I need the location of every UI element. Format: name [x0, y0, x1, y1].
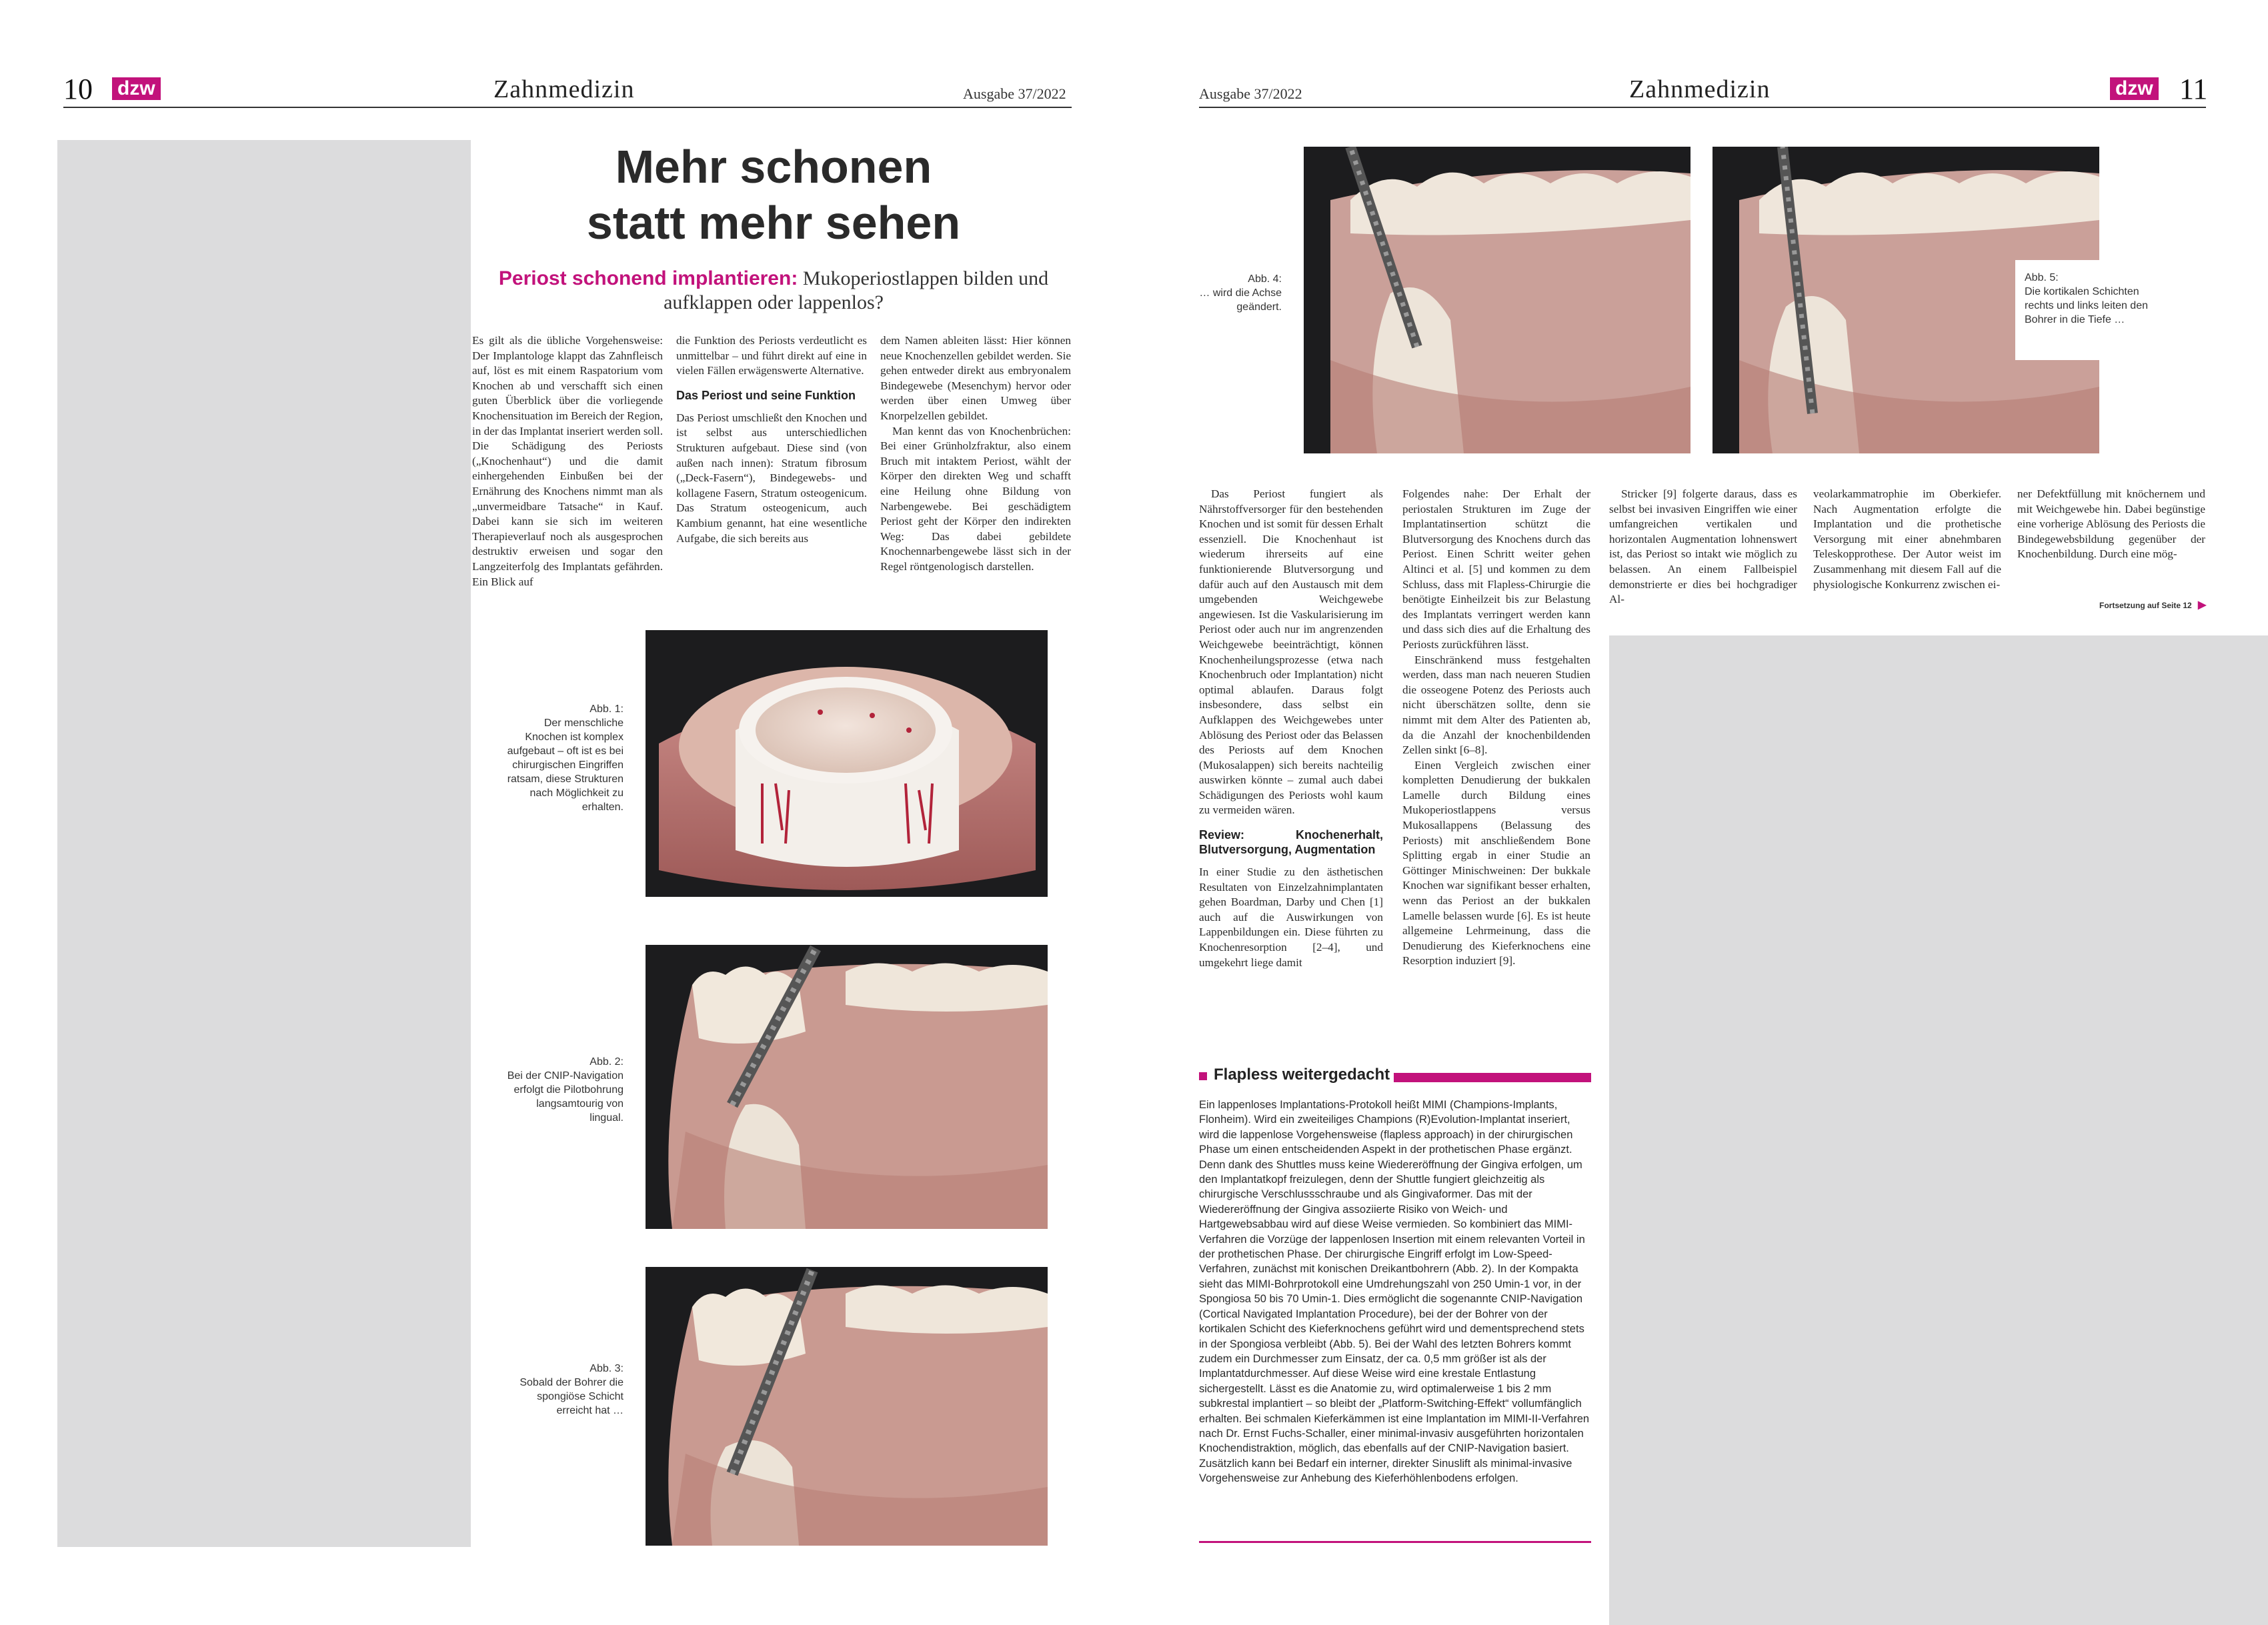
body-paragraph: Das Periost fungiert als Nährstoffversorger für den bestehenden Knochen und ist somit für dessen Erhalt essenziell. Die Knochenhaut ist wiederum ihrerseits auf eine funktionierende Blutversorgung und dafür auch auf den Austausch mit dem umgebenden Weichgewebe angewiesen. Ist die Vaskularisierung im Periost oder auch nur im angrenzenden Weichgewebe beeinträchtigt, können Knochenheilungsprozesse (etwa nach Knochenbruch oder Implantation) nicht optimal ablaufen. Daraus folgt insbesondere, dass selbst ein Aufklappen des Weichgewebes unter Ablösung des Periost oder das Belassen des Periosts auf dem Knochen (Mukosalappen) sich bereits nachteilig auswirken könnte – zumal auch dabei Schädigungen des Periosts wohl kaum zu vermeiden wären.	[1199, 487, 1383, 817]
continued-text: Fortsetzung auf Seite 12	[2099, 601, 2192, 610]
infobox-title: Flapless weitergedacht	[1214, 1066, 1390, 1084]
body-paragraph: Einen Vergleich zwischen einer kompletten Denudierung der bukkalen Lamelle durch Bildung eines Mukoperiostlappens versus Mukosallappens (Belassung des Periosts) mit anschließendem Bone Splitting ergab in einer Studie an Göttinger Minischweinen: Der bukkale Knochen war signifikant besser erhalten, wenn das Periost an der bukkalen Lamelle belassen wurde [6]. Es ist heute allgemeine Lehrmeinung, dass die Denudierung des Kieferknochens eine Resorption induziert [9].	[1402, 758, 1590, 968]
jaw-illustration-2	[646, 945, 1048, 1229]
body-column-r4	[1813, 487, 2001, 592]
header-rule-left	[63, 107, 1072, 108]
caption-label: Abb. 3:	[590, 1363, 624, 1374]
dzw-logo-left: dzw	[112, 77, 161, 100]
body-paragraph: ner Defektfüllung mit knöchernem und mit Weichgewebe hin. Dabei begünstige eine vorherige Ablösung des Periosts die Bindegewebsbildung gegenüber der Knochenbildung. Durch eine mög-	[2017, 487, 2205, 561]
body-column-r3	[1609, 487, 1797, 607]
section-title-left: Zahnmedizin	[493, 75, 635, 103]
caption-abb-1	[507, 702, 624, 814]
caption-label: Abb. 1:	[590, 703, 624, 715]
section-title-right: Zahnmedizin	[1629, 75, 1771, 103]
ad-placeholder-left	[57, 140, 471, 1547]
triangle-right-icon: ▶	[2198, 599, 2207, 611]
subheadline-highlight: Periost schonend implantieren:	[498, 267, 798, 289]
section-heading: Review: Knochenerhalt, Blutversorgung, Augmentation	[1199, 828, 1383, 857]
section-heading: Das Periost und seine Funktion	[676, 388, 856, 402]
caption-label: Abb. 5:	[2025, 272, 2059, 283]
body-paragraph: die Funktion des Periosts verdeutlicht es unmittelbar – und führt direkt auf eine in vielen Fällen erwägenswerte Alternative.	[676, 334, 867, 377]
headline-line-1: Mehr schonen	[615, 141, 932, 193]
caption-text: Sobald der Bohrer die spongiöse Schicht erreicht hat …	[519, 1377, 624, 1416]
caption-abb-4	[1160, 272, 1282, 314]
body-paragraph: veolarkammatrophie im Oberkiefer. Nach Augmentation erfolgte die Implantation und die prothetische Versorgung mit einer abnehmbaren Teleskopprothese. Der Autor weist im Zusammenhang mit diesem Fall auf die physiologische Konkurrenz zwischen ei-	[1813, 487, 2001, 591]
body-column-2	[676, 333, 867, 546]
body-paragraph: dem Namen ableiten lässt: Hier können neue Knochenzellen gebildet werden. Sie gehen entweder direkt aus embryonalem Bindegewebe (Mesenchym) hervor oder werden über einen Umweg über Knorpelzellen gebildet.	[880, 334, 1071, 422]
headline-line-2: statt mehr sehen	[586, 197, 961, 249]
article-subheadline	[480, 267, 1067, 315]
body-paragraph: Das Periost umschließt den Knochen und ist selbst aus unterschiedlichen Strukturen aufgebaut. Diese sind (von außen nach innen): Stratum fibrosum („Deck-Fasern“), Bindegewebs- und kollagene Fasern, Stratum osteogenicum. Das Stratum osteogenicum, auch Kambium genannt, hat eine wesentliche Aufgabe, die sich bereits aus	[676, 411, 867, 545]
body-column-1	[472, 333, 663, 589]
continued-note[interactable]	[2099, 598, 2206, 611]
subheadline-line-2: aufklappen oder lappenlos?	[664, 291, 884, 313]
body-column-r5	[2017, 487, 2205, 562]
caption-abb-3	[507, 1362, 624, 1418]
figure-spongiosa	[646, 1267, 1048, 1546]
figure-pilot-drilling	[646, 945, 1048, 1229]
infobox-square-icon	[1199, 1072, 1207, 1080]
issue-left: Ausgabe 37/2022	[963, 85, 1066, 102]
caption-text: Bei der CNIP-Navigation erfolgt die Pilotbohrung langsamtourig von lingual.	[507, 1070, 624, 1124]
body-paragraph: In einer Studie zu den ästhetischen Resultaten von Einzelzahnimplantaten gehen Boardman, Darby und Chen [1] auch auf die Auswirkungen von Lappenbildungen ein. Diese führten zu Knochenresorption [2–4], und umgekehrt liege damit	[1199, 866, 1383, 969]
body-paragraph: Folgendes nahe: Der Erhalt der periostalen Strukturen im Zuge der Implantatinsertion schützt die Blutversorgung des Knochens durch das Periost. Einen Schritt weiter gehen Altinci et al. [5] und kommen zu dem Schluss, dass mit Flapless-Chirurgie die benötigte Einheilzeit bis zur Belastung des Implantats verringert werden kann und dass sich dies auf die Erhaltung des Periosts zurückführen lässt.	[1402, 487, 1590, 651]
body-paragraph: Es gilt als die übliche Vorgehensweise: Der Implantologe klappt das Zahnfleisch auf, löst es mit einem Raspatorium vom Knochen ab und verschafft sich einen guten Überblick über die vorliegende Knochensituation im Bereich der Region, in der das Implantat inseriert werden soll. Die Schädigung des Periosts („Knochenhaut“) und die damit einhergehenden Einbußen bei der Ernährung des Knochens nimmt man als „unvermeidbare Tatsache“ in Kauf. Dabei kann sie sich im weiteren Therapieverlauf noch als ausgesprochen destruktiv erweisen und sogar den Langzeiterfolg des Implantats gefährden. Ein Blick auf	[472, 334, 663, 588]
body-column-3	[880, 333, 1071, 575]
body-paragraph: Einschränkend muss festgehalten werden, dass man nach neueren Studien die osseogene Potenz des Periosts auch nicht überschätzen sollte, denn sie nimmt mit dem Alter des Patienten ab, da die Anzahl der knochenbildenden Zellen sinkt [6–8].	[1402, 653, 1590, 757]
figure-axis-change	[1304, 147, 1690, 453]
infobox-text: Ein lappenloses Implantations-Protokoll heißt MIMI (Champions-Implants, Flonheim). Wird ein zweiteiliges Champions (R)Evolution-Implantat inseriert, wird die lappenlose Vorgehensweise (flapless approach) in der chirurgischen Phase um einen entscheidenden Aspekt in der prothetischen Phase ergänzt. Denn dank des Shuttles muss keine Wiedereröffnung der Gingiva erfolgen, um den Implantatkopf freizulegen, denn der Shuttle fungiert gleichzeitig als chirurgische Verschlussschraube und als Gingivaformer. Das mit der Wiedereröffnung der Gingiva assoziierte Risiko von Weich- und Hartgewebsabbau wird auf diese Weise vermieden. So kombiniert das MIMI-Verfahren die Vorzüge der lappenlosen Insertion mit einem relevanten Vorteil in der prothetischen Phase. Der chirurgische Eingriff erfolgt im Low-Speed-Verfahren, zunächst mit konischen Dreikantbohrern (Abb. 2). In der Kompakta sieht das MIMI-Bohrprotokoll eine Umdrehungszahl von 250 Umin-1 vor, in der Spongiosa 50 bis 70 Umin-1. Dies ermöglicht die sogenannte CNIP-Navigation (Cortical Navigated Implantation Procedure), bei der der Bohrer von der kortikalen Schicht des Kieferknochens geführt wird und dementsprechend stets in der Spongiosa verbleibt (Abb. 5). Bei der Wahl des letzten Bohrers kommt zudem ein Durchmesser zum Einsatz, der ca. 0,5 mm größer ist als der Implantatdurchmesser. Auf diese Weise wird eine krestale Entlastung sichergestellt. Lässt es die Anatomie zu, wird optimalerweise 1 bis 2 mm subkrestal implantiert – so bleibt der „Platform-Switching-Effekt“ vollumfänglich erhalten. Bei schmalen Kieferkämmen ist eine Implantation im MIMI-II-Verfahren nach Dr. Ernst Fuchs-Schaller, einer minimal-invasiv ausgeführten horizontalen Knochendistraktion, möglich, das ebenfalls auf der CNIP-Navigation basiert. Zusätzlich kann bei Bedarf ein interner, direkter Sinuslift als minimal-invasive Vorgehensweise zur Anhebung des Kieferhöhlenbodens erfolgen.	[1199, 1099, 1590, 1485]
caption-label: Abb. 2:	[590, 1056, 624, 1068]
infobox-body	[1199, 1098, 1591, 1486]
caption-text: Der menschliche Knochen ist komplex aufgebaut – oft ist es bei chirurgischen Eingriffen ratsam, diese Strukturen nach Möglichkeit zu erhalten.	[507, 717, 624, 813]
caption-abb-5	[2015, 260, 2179, 360]
body-paragraph: Man kennt das von Knochenbrüchen: Bei einer Grünholzfraktur, also einem Bruch mit intaktem Periost, wählt der Körper den direkten Weg und schafft eine Heilung ohne Bildung von Narbengewebe. Bei geschädigtem Periost geht der Körper den indirekten Weg: Das dabei gebildete Knochennarbengewebe lässt sich in der Regel röntgenologisch darstellen.	[880, 424, 1071, 573]
caption-abb-2	[507, 1055, 624, 1125]
body-column-r1	[1199, 487, 1383, 970]
infobox-title-bar	[1394, 1073, 1591, 1082]
caption-text: … wird die Achse geändert.	[1199, 287, 1282, 313]
body-paragraph: Stricker [9] folgerte daraus, dass es selbst bei invasiven Eingriffen wie einer umfangreichen vertikalen und horizontalen Augmentation lohnenswert ist, das Periost so intakt wie möglich zu belassen. An einem Fallbeispiel demonstrierte er dies bei hochgradiger Al-	[1609, 487, 1797, 606]
page-number-left: 10	[63, 73, 93, 105]
jaw-illustration-4	[1304, 147, 1690, 453]
caption-text: Die kortikalen Schichten rechts und links leiten den Bohrer in die Tiefe …	[2025, 286, 2148, 325]
header-rule-right	[1199, 107, 2206, 108]
body-column-r2	[1402, 487, 1590, 969]
infobox-bottom-rule	[1199, 1541, 1591, 1543]
jaw-illustration-3	[646, 1267, 1048, 1546]
caption-label: Abb. 4:	[1248, 273, 1282, 285]
subheadline-rest: Mukoperiostlappen bilden und	[798, 267, 1049, 289]
dzw-logo-right: dzw	[2110, 77, 2159, 100]
article-headline	[480, 139, 1067, 251]
page-number-right: 11	[2179, 73, 2208, 105]
figure-bone-structure	[646, 630, 1048, 897]
bone-illustration	[646, 630, 1048, 897]
issue-right: Ausgabe 37/2022	[1199, 85, 1302, 102]
ad-placeholder-right	[1609, 635, 2268, 1625]
